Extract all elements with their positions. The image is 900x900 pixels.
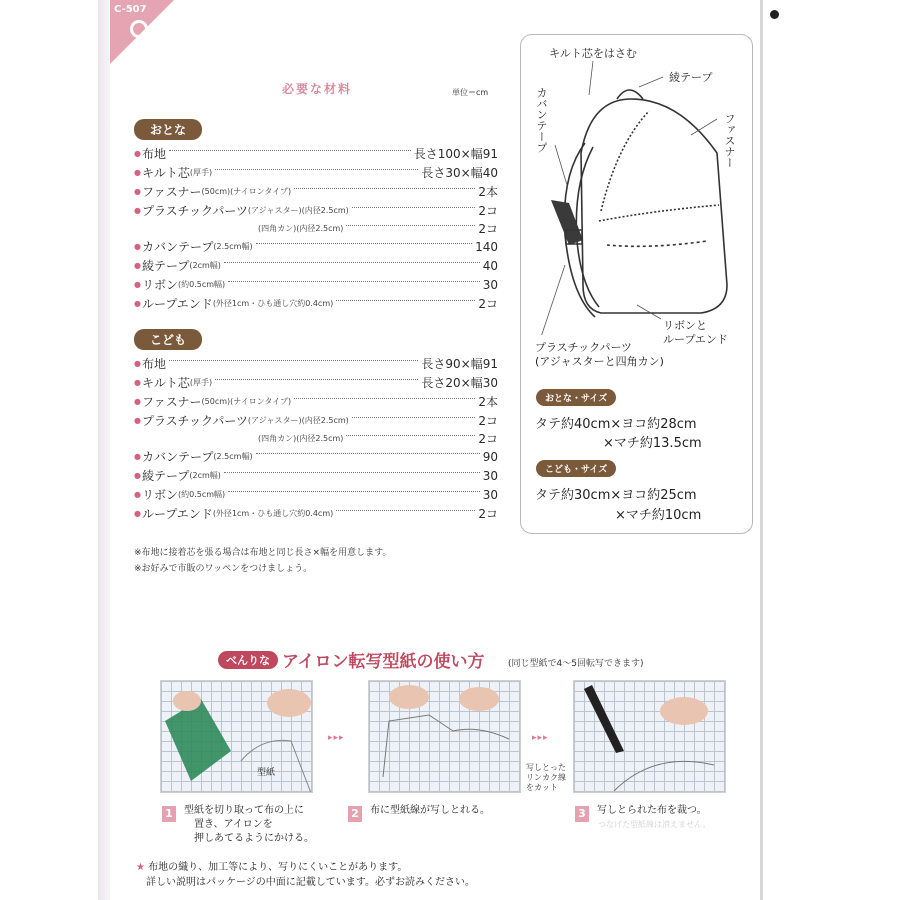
material-row <box>134 256 498 275</box>
material-quantity: 2コ <box>478 297 498 311</box>
step3-number: 3 <box>575 806 589 822</box>
leader-dots <box>215 379 418 380</box>
adult-size-badge: おとな・サイズ <box>536 389 616 406</box>
material-item: 布地 <box>142 357 167 371</box>
backpack-illustration <box>521 35 754 335</box>
material-item: プラスチックパーツ <box>142 204 248 218</box>
material-quantity: 2コ <box>478 204 498 218</box>
bullet-icon: ● <box>134 261 141 270</box>
leader-tape <box>555 145 567 185</box>
material-item: ファスナー <box>142 395 202 409</box>
photo2-label <box>526 763 566 793</box>
material-row <box>134 392 498 411</box>
strap-inner <box>576 147 599 307</box>
material-row <box>134 294 498 313</box>
bullet-icon: ● <box>134 416 141 425</box>
child-materials-list <box>134 354 498 523</box>
material-quantity: 長さ20×幅30 <box>421 376 498 390</box>
leader-dots <box>215 169 418 170</box>
leader-dots <box>336 510 475 511</box>
footnote-1: ※布地に接着芯を張る場合は布地と同じ長さ×幅を用意します。 <box>134 548 392 558</box>
materials-title: 必要な材料 <box>282 82 353 96</box>
material-row <box>134 430 498 447</box>
iron-illustration <box>161 681 313 793</box>
material-note: (外径1cm・ひも通し穴約0.4cm) <box>212 299 334 308</box>
material-item: 布地 <box>142 147 167 161</box>
material-quantity: 長さ90×幅91 <box>421 357 498 371</box>
material-row <box>134 237 498 256</box>
material-item: リボン <box>142 278 179 292</box>
material-item: ループエンド <box>142 507 213 521</box>
bullet-icon: ● <box>134 280 141 289</box>
material-item: リボン <box>142 488 179 502</box>
leader-twill <box>639 77 663 87</box>
step2-line1: 布に型紙線が写しとれる。 <box>370 805 490 816</box>
bullet-icon: ● <box>134 206 141 215</box>
dark-strap-segment <box>551 200 583 245</box>
step1-photo <box>160 680 313 793</box>
hand-shape <box>173 691 201 711</box>
photo2-label-3: をカット <box>526 783 558 792</box>
step3-photo <box>573 680 726 793</box>
iron-shape <box>165 699 231 781</box>
material-item: 綾テープ <box>142 259 190 273</box>
bullet-icon: ● <box>134 149 141 158</box>
material-row <box>134 466 498 485</box>
material-quantity: 2コ <box>478 414 498 428</box>
adult-badge: おとな <box>134 119 202 140</box>
material-quantity: 2コ <box>478 222 498 236</box>
material-row <box>134 182 498 201</box>
step1-line1: 型紙を切り取って布の上に <box>184 805 304 816</box>
material-note: (2.5cm幅) <box>213 452 253 461</box>
material-note: (外径1cm・ひも通し穴約0.4cm) <box>212 509 334 518</box>
material-note: (厚手) <box>189 168 213 177</box>
star-icon: ★ <box>136 862 145 873</box>
bottom-note-1-text: 布地の織り、加工等により、写りにくいことがあります。 <box>148 862 408 873</box>
label-plastic-detail: (アジャスターと四角カン) <box>535 355 664 368</box>
material-quantity: 40 <box>482 258 498 273</box>
bullet-icon: ● <box>134 168 141 177</box>
material-item: ループエンド <box>142 297 213 311</box>
child-size-line2: ×マチ約10cm <box>615 508 702 523</box>
step1-number: 1 <box>162 806 176 822</box>
material-note: (2cm幅) <box>189 261 221 270</box>
child-badge: こども <box>134 329 202 350</box>
brand-logo-icon <box>130 20 148 38</box>
leader-dots <box>228 281 480 282</box>
material-quantity: 2コ <box>478 432 498 446</box>
hand-left <box>389 685 429 709</box>
page-edge <box>760 0 763 900</box>
adult-size-line1: タテ約40cm×ヨコ約28cm <box>535 417 697 432</box>
leader-dots <box>294 188 475 189</box>
leader-plastic <box>541 265 565 335</box>
label-ribbon: リボンと <box>663 319 707 332</box>
material-note: (2cm幅) <box>189 471 221 480</box>
arrow-1: ▸▸▸ <box>328 733 345 743</box>
useful-badge: べんりな <box>218 651 278 669</box>
bottom-note-2: 詳しい説明はパッケージの中面に記載しています。必ずお読みください。 <box>146 877 475 888</box>
material-row <box>134 411 498 430</box>
step3-line1: 写しとられた布を裁つ。 <box>597 805 707 816</box>
leader-dots <box>352 207 476 208</box>
hand-right-2 <box>459 687 499 711</box>
material-note: (約0.5cm幅) <box>178 280 226 289</box>
step2-number: 2 <box>348 806 362 822</box>
bottom-note-1 <box>136 858 407 873</box>
transfer-illustration <box>369 681 521 793</box>
material-row <box>134 220 498 237</box>
step1-text <box>184 804 314 846</box>
material-row <box>134 485 498 504</box>
material-row <box>134 144 498 163</box>
leader-ribbon <box>637 305 661 319</box>
material-item: ファスナー <box>142 185 202 199</box>
step3-faint-note: つなげた型紙線は消えません。 <box>598 820 711 829</box>
material-row <box>134 504 498 523</box>
material-note: (2.5cm幅) <box>213 242 253 251</box>
pocket-zipper <box>599 205 719 221</box>
unit-label: 単位＝cm <box>452 88 489 97</box>
material-quantity: 2本 <box>478 185 498 199</box>
label-loop-end: ループエンド <box>663 333 728 346</box>
leader-dots <box>346 225 475 226</box>
bullet-icon: ● <box>134 359 141 368</box>
scissors-shape <box>584 685 624 753</box>
material-note: (四角カン)(内径2.5cm) <box>258 434 344 443</box>
step2-photo <box>368 680 521 793</box>
traced-line <box>383 715 509 777</box>
iron-title: アイロン転写型紙の使い方 <box>282 652 485 672</box>
leader-dots <box>256 243 473 244</box>
material-quantity: 30 <box>482 277 498 292</box>
cutting-illustration <box>574 681 726 793</box>
arrow-2: ▸▸▸ <box>532 733 549 743</box>
hand-right <box>267 689 311 717</box>
pattern-code: C-507 <box>114 4 147 15</box>
material-item: キルト芯 <box>142 376 190 390</box>
material-note: (50cm)(ナイロンタイプ) <box>201 187 292 196</box>
material-row <box>134 373 498 392</box>
leader-dots <box>346 435 475 436</box>
material-item: 綾テープ <box>142 469 190 483</box>
pattern-outline <box>241 740 311 793</box>
adult-size-line2: ×マチ約13.5cm <box>603 436 702 451</box>
material-note: (約0.5cm幅) <box>178 490 226 499</box>
material-row <box>134 201 498 220</box>
bullet-icon: ● <box>134 490 141 499</box>
illustration-panel <box>520 34 753 534</box>
leader-dots <box>352 417 476 418</box>
bullet-icon: ● <box>134 378 141 387</box>
material-row <box>134 275 498 294</box>
material-quantity: 30 <box>482 487 498 502</box>
material-note: (アジャスター)(内径2.5cm) <box>247 416 349 425</box>
leader-dots <box>228 491 480 492</box>
handle-loop <box>617 90 643 99</box>
bullet-icon: ● <box>134 452 141 461</box>
material-quantity: 30 <box>482 468 498 483</box>
bullet-icon: ● <box>134 471 141 480</box>
bullet-icon: ● <box>134 509 141 518</box>
step1-line2: 置き、アイロンを <box>194 819 273 830</box>
material-quantity: 長さ100×幅91 <box>413 147 498 161</box>
material-item: カバンテープ <box>142 450 214 464</box>
material-item: キルト芯 <box>142 166 190 180</box>
binding-strip <box>98 0 110 900</box>
material-quantity: 2コ <box>478 507 498 521</box>
bullet-icon: ● <box>134 187 141 196</box>
bullet-icon: ● <box>134 242 141 251</box>
main-zipper <box>601 111 649 211</box>
adult-materials-list <box>134 144 498 313</box>
material-note: (四角カン)(内径2.5cm) <box>258 224 344 233</box>
material-row <box>134 447 498 466</box>
leader-dots <box>169 360 418 361</box>
material-note: (50cm)(ナイロンタイプ) <box>201 397 292 406</box>
photo1-label: 型紙 <box>257 768 276 778</box>
pocket-stitch <box>607 241 707 246</box>
leader-dots <box>224 472 480 473</box>
leader-dots <box>294 398 475 399</box>
step1-line3: 押しあてるようにかける。 <box>194 833 314 844</box>
leader-dots <box>256 453 480 454</box>
bullet-icon: ● <box>134 397 141 406</box>
photo2-label-1: 写しとった <box>526 763 566 772</box>
material-quantity: 2本 <box>478 395 498 409</box>
child-size-badge: こども・サイズ <box>536 460 616 477</box>
leader-dots <box>224 262 480 263</box>
footnote-2: ※お好みで市販のワッペンをつけましょう。 <box>134 564 313 574</box>
registration-dot <box>770 10 779 19</box>
material-row <box>134 354 498 373</box>
label-twill: 綾テープ <box>669 71 713 84</box>
leader-quilt <box>589 61 593 95</box>
material-item: プラスチックパーツ <box>142 414 248 428</box>
iron-subtitle: (同じ型紙で4～5回転写できます) <box>508 659 644 669</box>
label-plastic: プラスチックパーツ <box>535 341 633 354</box>
material-quantity: 140 <box>475 239 498 254</box>
material-note: (厚手) <box>189 378 213 387</box>
step3-text <box>597 804 707 818</box>
material-item: カバンテープ <box>142 240 214 254</box>
leader-dots <box>169 150 411 151</box>
material-quantity: 長さ30×幅40 <box>421 166 498 180</box>
cut-line <box>614 761 714 791</box>
step2-text <box>370 804 490 818</box>
label-quilt: キルト芯をはさむ <box>549 47 637 60</box>
label-zipper: ファスナー <box>723 113 736 168</box>
hand-cut <box>660 697 708 725</box>
bullet-icon: ● <box>134 299 141 308</box>
material-row <box>134 163 498 182</box>
child-size-line1: タテ約30cm×ヨコ約25cm <box>535 488 697 503</box>
label-bag-tape: カバンテープ <box>535 87 548 153</box>
leader-dots <box>336 300 475 301</box>
material-note: (アジャスター)(内径2.5cm) <box>247 206 349 215</box>
photo2-label-2: リンカク線 <box>526 773 566 782</box>
material-quantity: 90 <box>482 449 498 464</box>
